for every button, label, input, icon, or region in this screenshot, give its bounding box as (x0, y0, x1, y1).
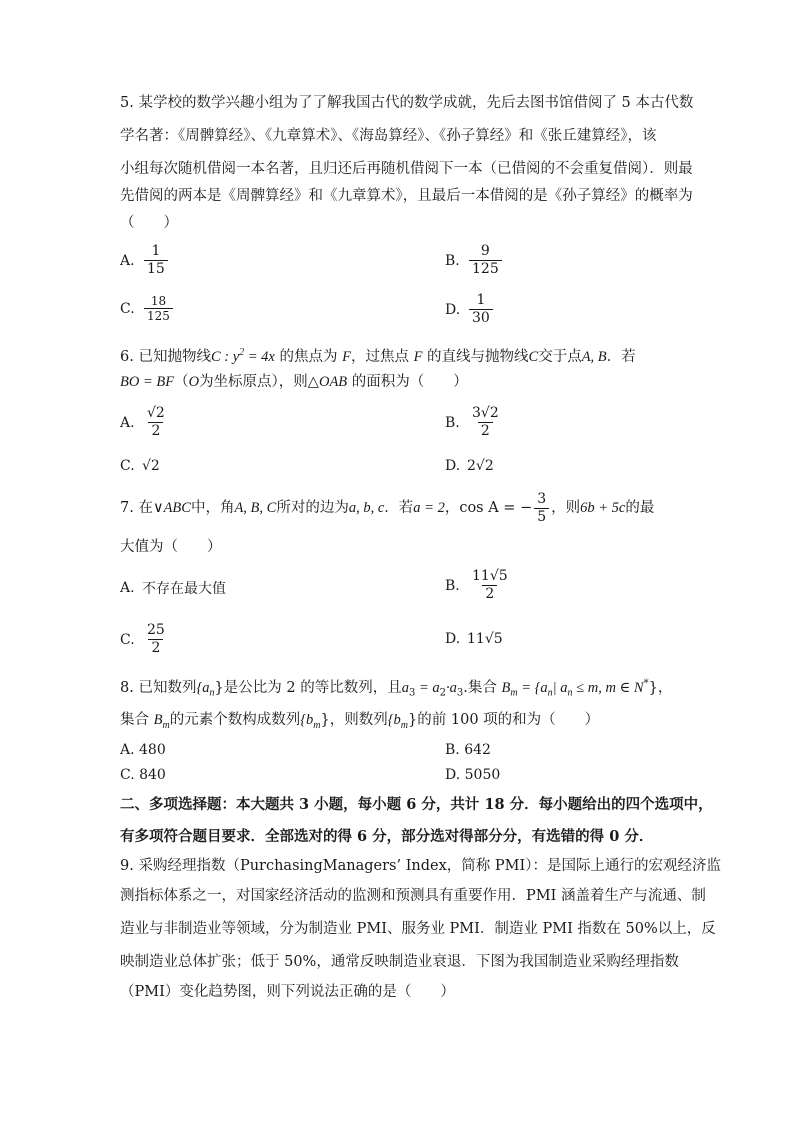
q8-option-d[interactable]: D. 5050 (445, 767, 501, 783)
q5-option-b[interactable]: B. $\frac{9}{125}$ (445, 243, 504, 278)
q7-option-c[interactable]: C. $\frac{25}{2}$ (120, 622, 170, 657)
sqrt-expression: 2√2 (467, 458, 494, 474)
q5-line-2: 学名著：《周髀算经》、《九章算术》、《海岛算经》、《孙子算经》和《张丘建算经》，该 (120, 128, 657, 144)
section-2-line-2: 有多项符合题目要求．全部选对的得 6 分，部分选对得部分分，有选错的得 0 分． (120, 828, 654, 845)
fraction: $\frac{9}{125}$ (469, 243, 502, 278)
fraction: $\frac{3√2}{2}$ (472, 405, 499, 439)
q8-option-c[interactable]: C. 840 (120, 767, 166, 783)
q7-option-b[interactable]: B. $\frac{11√5}{2}$ (445, 568, 513, 603)
q7-line-1: 7. 在∨ ABC 中，角 A, B, C 所对的边为 a, b, c ．若 a = 2 ， cos A = − $\frac{3}{5}$ ，则 6b + 5c 的最 (120, 490, 655, 525)
q9-line-2: 测指标体系之一，对国家经济活动的监测和预测具有重要作用．PMI 涵盖着生产与流通、制 (120, 888, 706, 904)
fraction: $\frac{18}{125}$ (144, 294, 173, 323)
q5-line-3: 小组每次随机借阅一本名著，且归还后再随机借阅下一本（已借阅的不会重复借阅）．则最 (120, 161, 693, 177)
q6-option-b[interactable]: B. $\frac{3√2}{2}$ (445, 405, 504, 440)
q6-line-2: BO = BF（O为坐标原点），则△OAB 的面积为（ ） (120, 374, 468, 390)
q9-line-4: 映制造业总体扩张；低于 50%，通常反映制造业衰退．下图为我国制造业采购经理指数 (120, 954, 679, 970)
q8-line-1: 8. 已知数列$\{a_n\}$是公比为 2 的等比数列，且$a_3 = a_2\cdot a_3$.集合 $B_m = \{a_n|$ $a_n \le m$, m ∈ N*}， (120, 678, 673, 699)
fraction: $\frac{11√5}{2}$ (472, 568, 508, 602)
q6-option-c[interactable]: C. √2 (120, 458, 160, 474)
q9-line-1: 9. 采购经理指数（PurchasingManagers’ Index，简称 PMI）：是国际上通行的宏观经济监 (120, 858, 721, 874)
q5-line-1: 5. 某学校的数学兴趣小组为了了解我国古代的数学成就，先后去图书馆借阅了 5 本古代数 (120, 95, 694, 111)
q5-line-5: （ ） (120, 215, 178, 231)
fraction: $\frac{1}{15}$ (144, 243, 168, 278)
q7-option-d[interactable]: D. 11√5 (445, 631, 503, 647)
q6-option-d[interactable]: D. 2√2 (445, 458, 494, 474)
q9-line-3: 造业与非制造业等领域，分为制造业 PMI、服务业 PMI．制造业 PMI 指数在 50%以上，反 (120, 921, 716, 937)
q7-line-2: 大值为（ ） (120, 539, 222, 555)
section-2-line-1: 二、多项选择题：本大题共 3 小题，每小题 6 分，共计 18 分．每小题给出的四个选项中， (120, 796, 713, 813)
q5-option-c[interactable]: C. $\frac{18}{125}$ (120, 294, 175, 323)
q6-option-a[interactable]: A. $\frac{√2}{2}$ (120, 405, 170, 440)
q5-option-a[interactable]: A. $\frac{1}{15}$ (120, 243, 170, 278)
fraction: $\frac{25}{2}$ (147, 622, 165, 656)
q7-option-a[interactable]: A. 不存在最大值 (120, 580, 226, 597)
fraction: $\frac{√2}{2}$ (147, 405, 165, 439)
q5-line-4: 先借阅的两本是《周髀算经》和《九章算术》，且最后一本借阅的是《孙子算经》的概率为 (120, 188, 693, 204)
q6-line-1: 6. 已知抛物线C : $y^2 = 4x$ 的焦点为 F，过焦点 F 的直线与抛物线C交于点A, B．若 (120, 347, 636, 365)
q5-option-d[interactable]: D. $\frac{1}{30}$ (445, 292, 495, 327)
fraction: $\frac{1}{30}$ (469, 292, 493, 327)
fraction: $\frac{3}{5}$ (534, 491, 549, 526)
q8-option-a[interactable]: A. 480 (120, 742, 166, 758)
q8-option-b[interactable]: B. 642 (445, 742, 491, 758)
q9-line-5: （PMI）变化趋势图，则下列说法正确的是（ ） (120, 984, 455, 1000)
sqrt-expression: √2 (142, 458, 160, 474)
q8-line-2: 集合 $B_m$的元素个数构成数列$\{b_m\}$，则数列$\{b_m\}$的前 100 项的和为（ ） (120, 712, 600, 731)
